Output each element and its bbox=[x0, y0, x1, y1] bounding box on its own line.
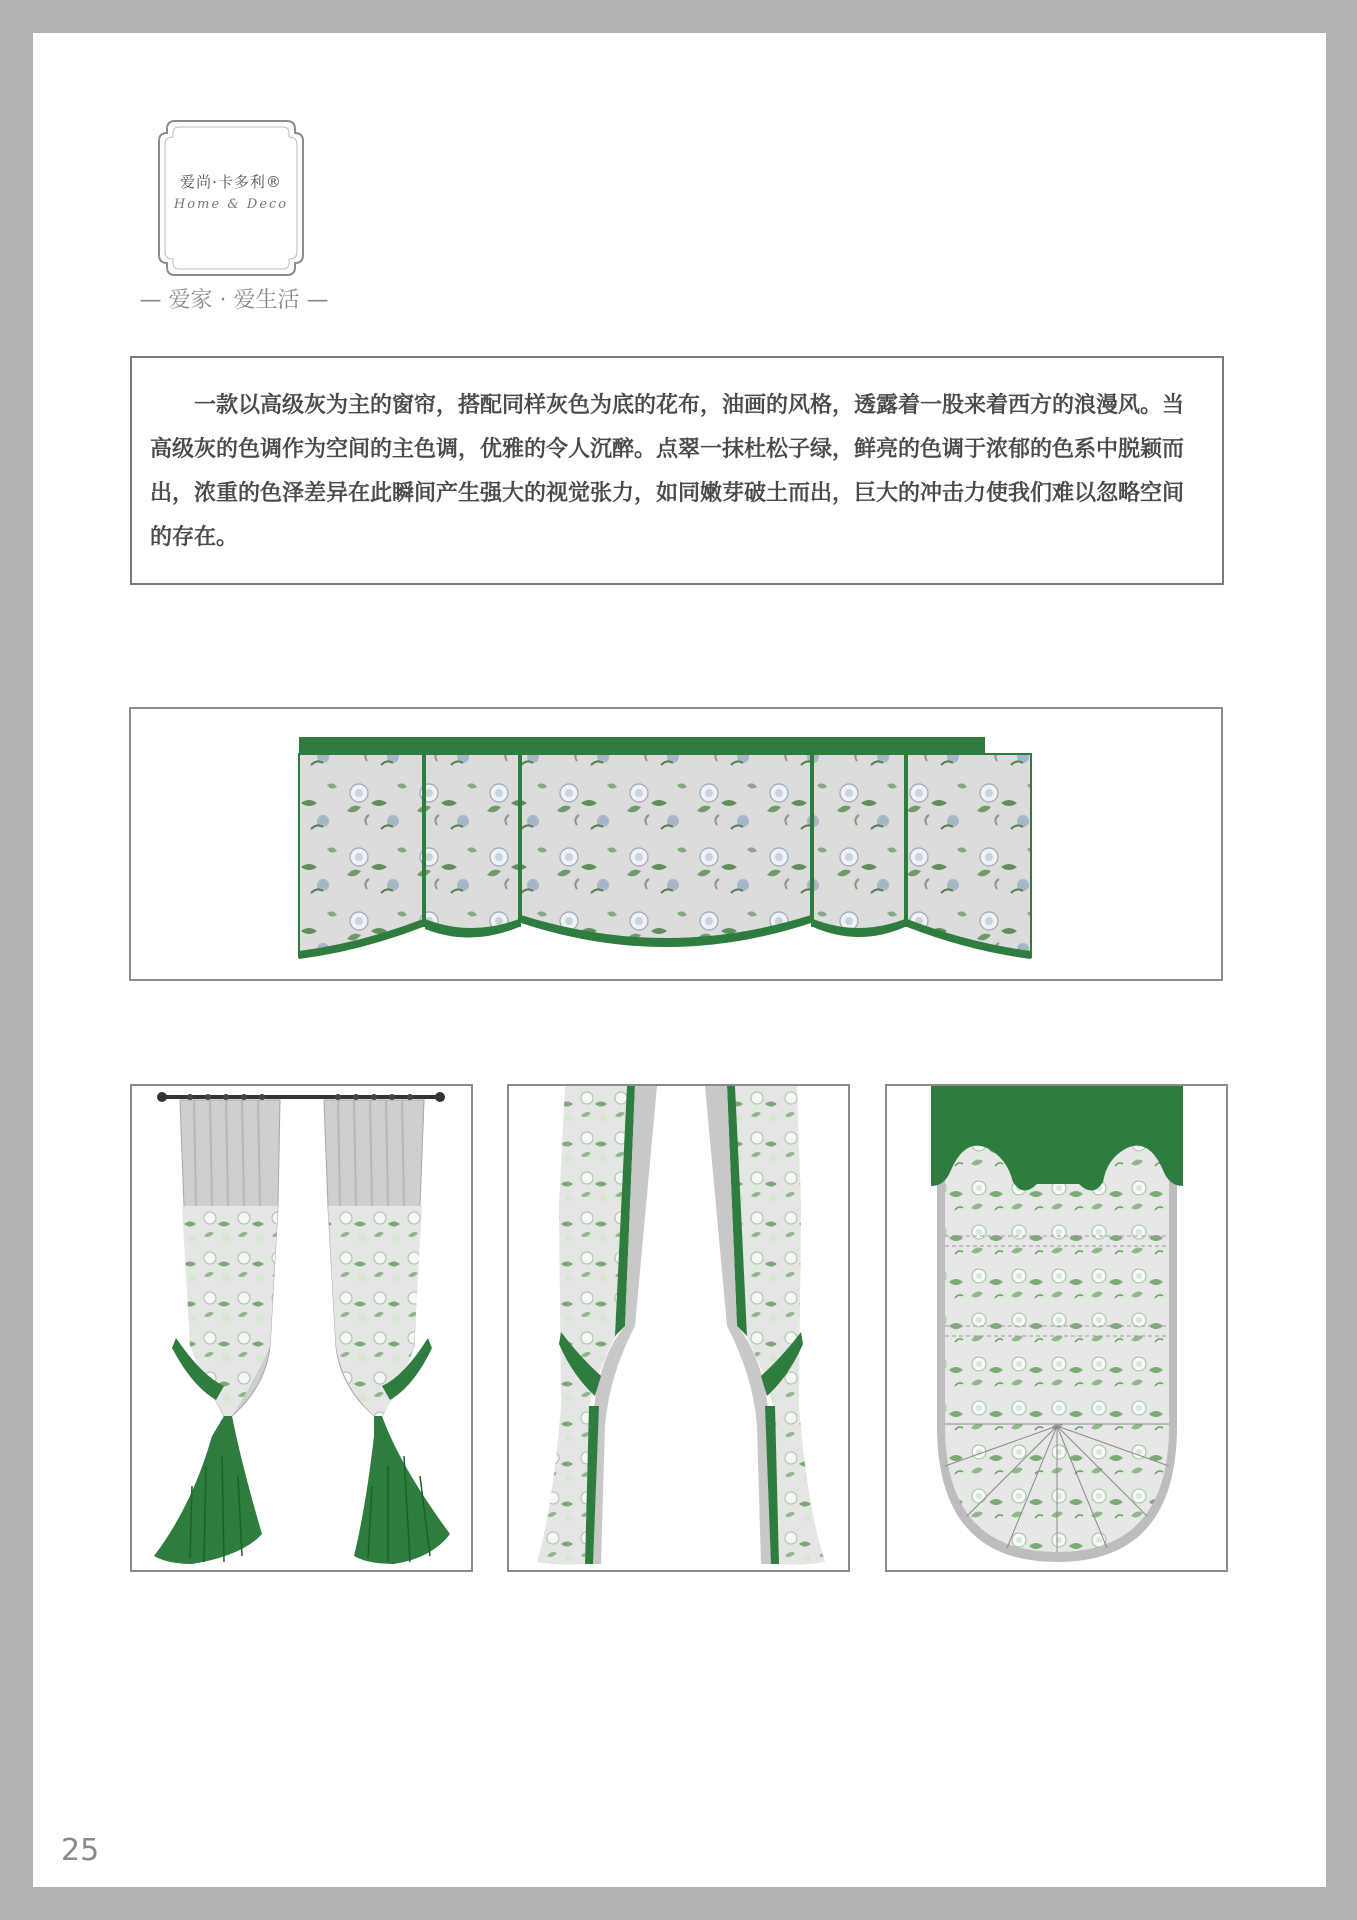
curtain-style-1-frame bbox=[130, 1084, 473, 1572]
brand-name-en: Home & Deco bbox=[173, 197, 289, 212]
curtain-style-2-frame bbox=[507, 1084, 850, 1572]
curtain-style-3-illustration bbox=[887, 1086, 1228, 1572]
curtain-style-3-frame bbox=[885, 1084, 1228, 1572]
slogan: — 爱家 · 爱生活 — bbox=[139, 288, 329, 313]
description-box bbox=[130, 356, 1224, 585]
description-text: 一款以高级灰为主的窗帘，搭配同样灰色为底的花布，油画的风格，透露着一股来着西方的浪漫风。当高级灰的色调作为空间的主色调，优雅的令人沉醉。点翠一抹杜松子绿，鲜亮的色调于浓郁的色系中脱颖而出，浓重的色泽差异在此瞬间产生强大的视觉张力，如同嫩芽破土而出，巨大的冲击力使我们难以忽略空间的存在。 bbox=[150, 393, 1185, 550]
brand-name-cn: 爱尚·卡多利® bbox=[180, 173, 282, 191]
curtain-style-2-illustration bbox=[509, 1086, 850, 1572]
page bbox=[33, 33, 1326, 1887]
page-number: 25 bbox=[61, 1833, 100, 1868]
curtain-style-1-illustration bbox=[132, 1086, 473, 1572]
brand-logo bbox=[153, 119, 309, 277]
valance-illustration-frame bbox=[129, 707, 1223, 981]
valance-illustration bbox=[131, 709, 1225, 983]
